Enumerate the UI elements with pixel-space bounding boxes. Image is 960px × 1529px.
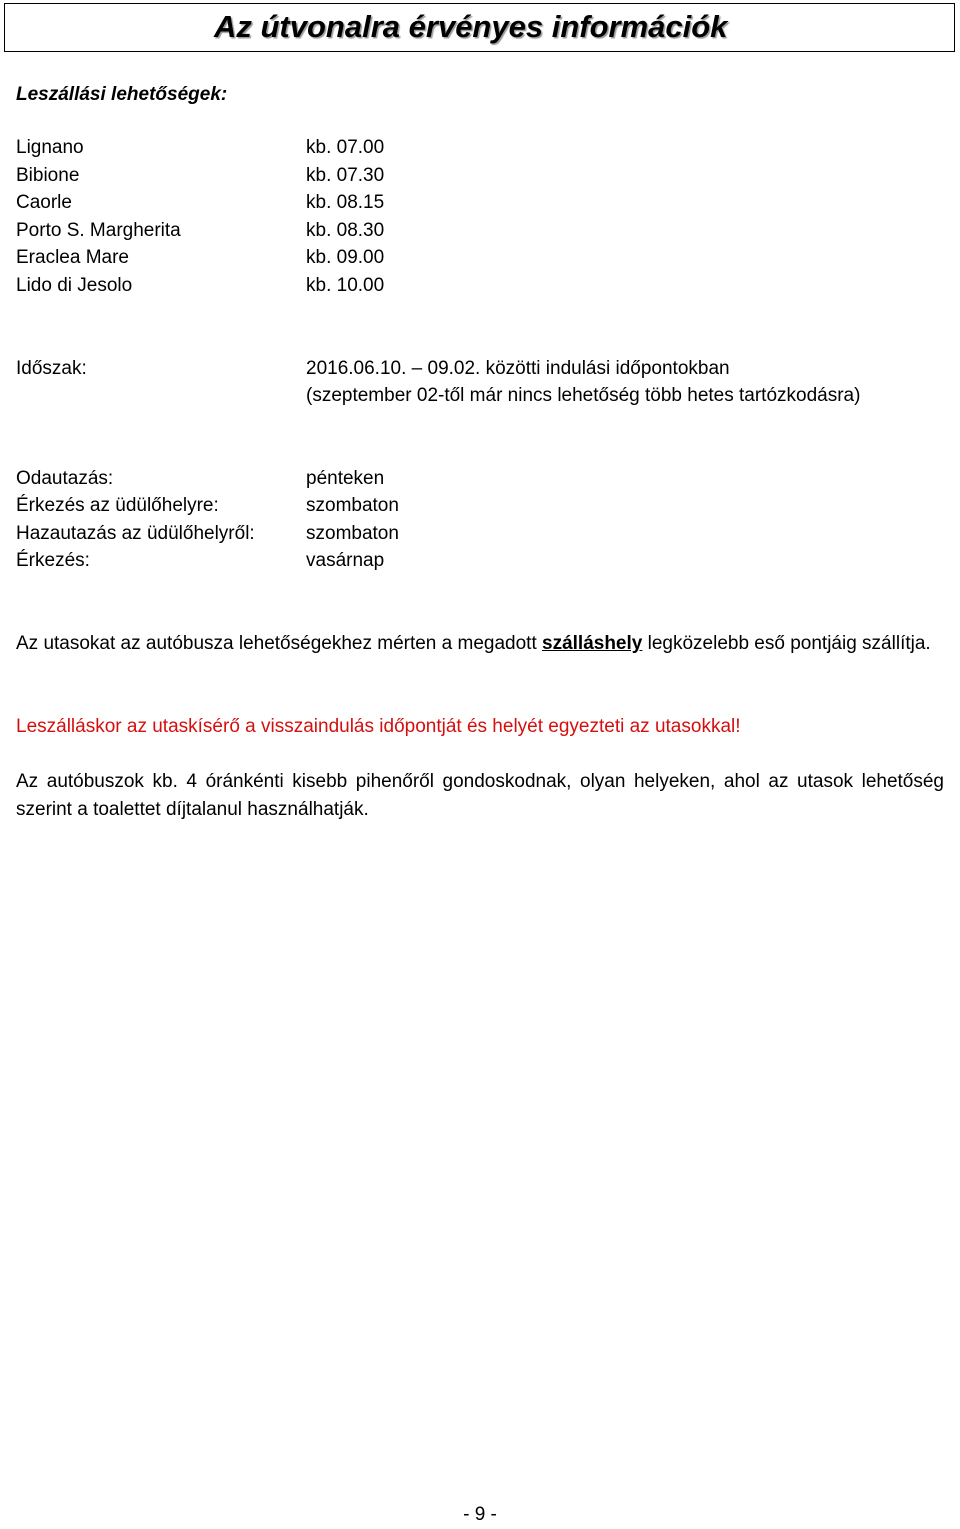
drop-off-place: Porto S. Margherita [16, 220, 181, 241]
drop-off-place: Bibione [16, 165, 80, 186]
period-dates: 2016.06.10. – 09.02. közötti indulási időpontokban [306, 358, 730, 379]
transport-text-end: legközelebb eső pontjáig szállítja. [642, 633, 931, 654]
page-number: - 9 - [463, 1504, 497, 1525]
page-title: Az útvonalra érvényes információk [214, 9, 728, 44]
drop-off-place: Lido di Jesolo [16, 275, 133, 296]
warning-paragraph: Leszálláskor az utaskísérő a visszaindulás időpontját és helyét egyezteti az utasokkal! [16, 716, 741, 737]
schedule-value: pénteken [306, 468, 385, 489]
period-note: (szeptember 02-től már nincs lehetőség több hetes tartózkodásra) [306, 385, 861, 406]
rest-stop-paragraph: Az autóbuszok kb. 4 óránkénti kisebb pihenőről gondoskodnak, olyan helyeken, ahol az utasok lehetőség szerint a toalettet díjtalanul használhatják. [16, 771, 944, 820]
schedule-label: Hazautazás az üdülőhelyről: [16, 523, 255, 544]
transport-paragraph [16, 630, 944, 658]
drop-off-time: kb. 10.00 [306, 275, 385, 296]
accommodation-emphasis: szálláshely [542, 633, 643, 654]
drop-off-place: Eraclea Mare [16, 247, 129, 268]
drop-off-time: kb. 08.30 [306, 220, 385, 241]
schedule-label: Odautazás: [16, 468, 114, 489]
schedule-value: vasárnap [306, 550, 385, 571]
schedule-value: szombaton [306, 523, 399, 544]
drop-off-time: kb. 07.30 [306, 165, 385, 186]
drop-off-time: kb. 07.00 [306, 137, 385, 158]
transport-text-start: Az utasokat az autóbusza lehetőségekhez mérten a megadott [16, 633, 542, 654]
drop-off-time: kb. 09.00 [306, 247, 385, 268]
drop-off-time: kb. 08.15 [306, 192, 385, 213]
drop-off-place: Lignano [16, 137, 84, 158]
drop-off-section-label: Leszállási lehetőségek: [16, 84, 228, 105]
schedule-label: Érkezés az üdülőhelyre: [16, 495, 219, 516]
schedule-value: szombaton [306, 495, 399, 516]
schedule-label: Érkezés: [16, 550, 90, 571]
period-label: Időszak: [16, 358, 87, 379]
drop-off-place: Caorle [16, 192, 72, 213]
